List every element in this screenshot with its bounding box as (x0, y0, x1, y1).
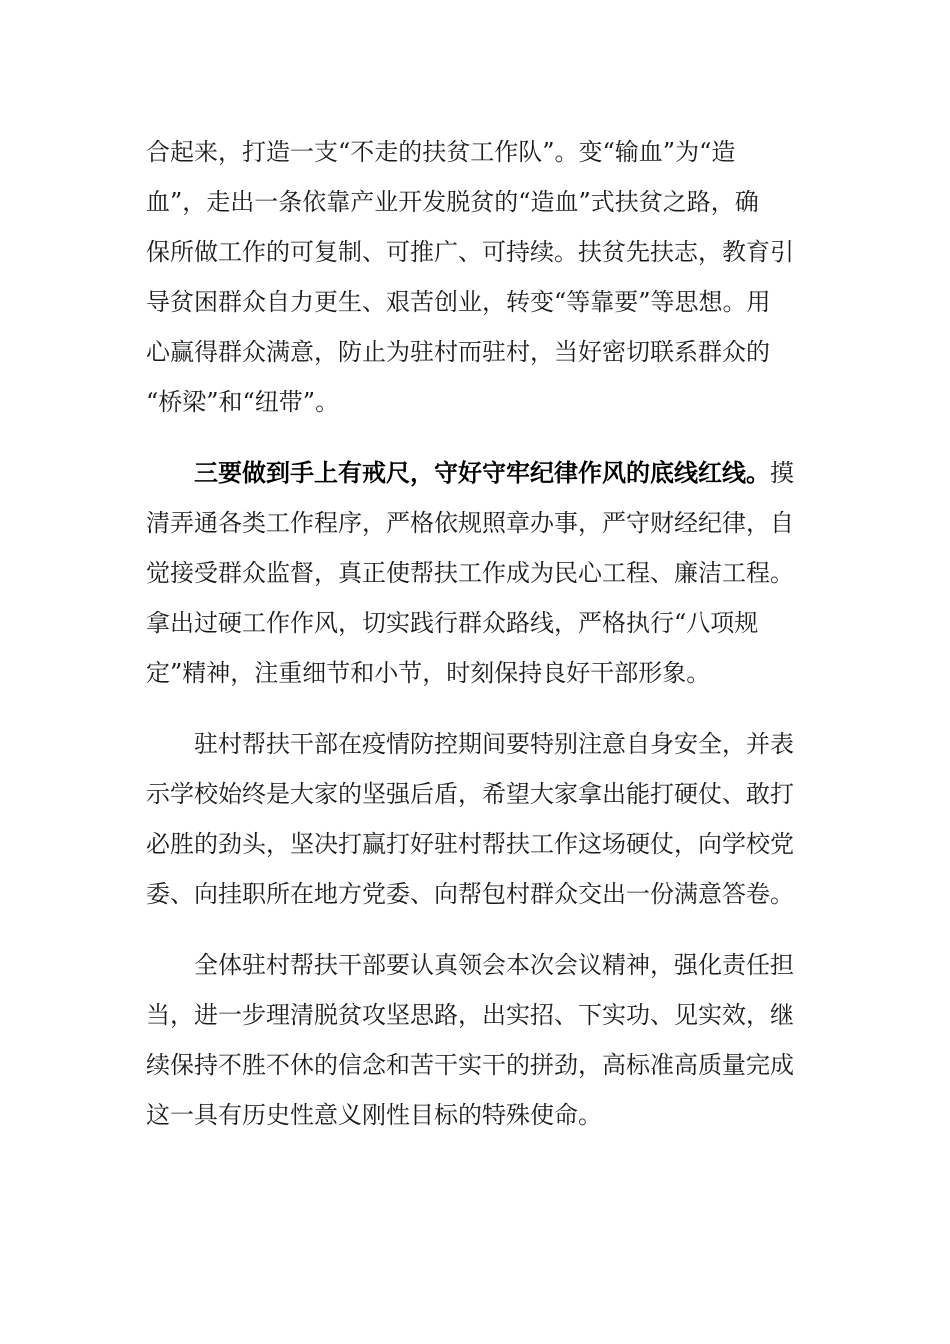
text-line: 拿出过硬工作作风，切实践行群众路线，严格执行“八项规 (146, 609, 759, 637)
text-line: 心赢得群众满意，防止为驻村而驻村，当好密切联系群众的 (146, 338, 770, 366)
text-line: 当，进一步理清脱贫攻坚思路，出实招、下实功、见实效，继 (146, 1001, 794, 1029)
text-line: 合起来，打造一支“不走的扶贫工作队”。变“输血”为“造 (146, 138, 736, 166)
text-line: 示学校始终是大家的坚强后盾，希望大家拿出能打硬仗、敢打 (146, 780, 794, 808)
text-line: 全体驻村帮扶干部要认真领会本次会议精神，强化责任担 (194, 951, 794, 979)
text-line: 必胜的劲头，坚决打赢打好驻村帮扶工作这场硬仗，向学校党 (146, 830, 794, 858)
text-line: 导贫困群众自力更生、艰苦创业，转变“等靠要”等思想。用 (146, 288, 771, 316)
text-line: “桥梁”和“纽带”。 (146, 388, 340, 416)
text-line: 觉接受群众监督，真正使帮扶工作成为民心工程、廉洁工程。 (146, 559, 794, 587)
text-line: 血”，走出一条依靠产业开发脱贫的“造血”式扶贫之路，确 (146, 188, 759, 216)
text-line: 保所做工作的可复制、可推广、可持续。扶贫先扶志，教育引 (146, 238, 794, 266)
text-line: 清弄通各类工作程序，严格依规照章办事，严守财经纪律，自 (146, 509, 794, 537)
section-heading: 三要做到手上有戒尺，守好守牢纪律作风的底线红线。 (194, 459, 770, 487)
heading-trailing-text: 摸 (770, 459, 794, 487)
text-line: 委、向挂职所在地方党委、向帮包村群众交出一份满意答卷。 (146, 880, 794, 908)
text-line: 这一具有历史性意义刚性目标的特殊使命。 (146, 1101, 602, 1129)
paragraph-first-line (194, 458, 794, 488)
text-line: 驻村帮扶干部在疫情防控期间要特别注意自身安全，并表 (194, 730, 794, 758)
text-line: 续保持不胜不休的信念和苦干实干的拼劲，高标准高质量完成 (146, 1051, 794, 1079)
text-line: 定”精神，注重细节和小节，时刻保持良好干部形象。 (146, 659, 711, 687)
